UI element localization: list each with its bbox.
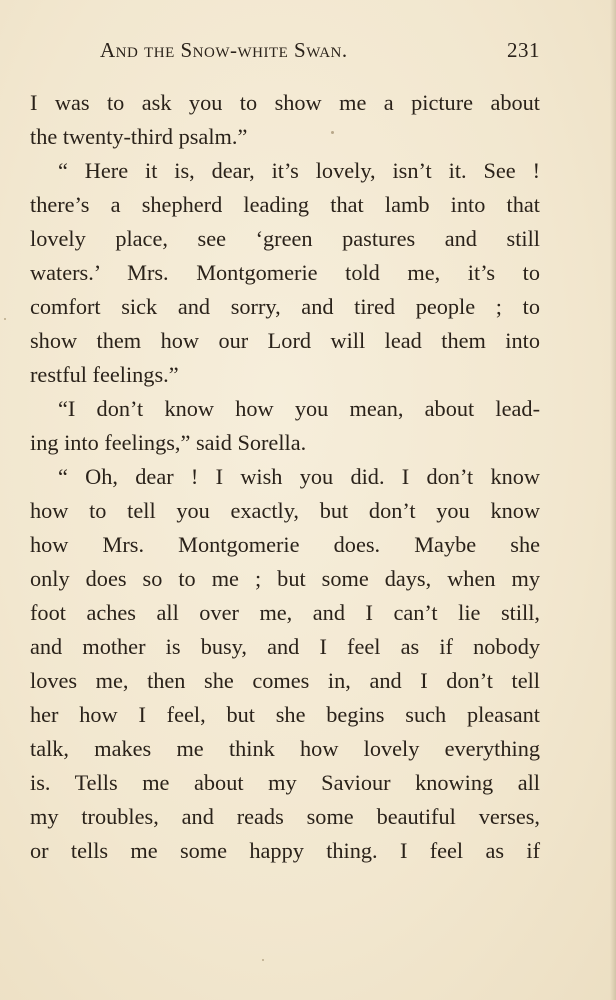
- text-line: foot aches all over me, and I can’t lie still,: [30, 600, 540, 625]
- text-line: there’s a shepherd leading that lamb into that: [30, 192, 540, 217]
- text-line: “ Oh, dear ! I wish you did. I don’t know: [58, 464, 540, 489]
- text-line: I was to ask you to show me a picture about: [30, 90, 540, 115]
- text-line: waters.’ Mrs. Montgomerie told me, it’s to: [30, 260, 540, 285]
- text-line: is. Tells me about my Saviour knowing all: [30, 770, 540, 795]
- page-edge-shadow: [610, 0, 616, 1000]
- text-line: the twenty-third psalm.”: [30, 124, 248, 149]
- text-line: or tells me some happy thing. I feel as if: [30, 838, 540, 863]
- text-line: my troubles, and reads some beautiful verses,: [30, 804, 540, 829]
- text-line: how to tell you exactly, but don’t you know: [30, 498, 540, 523]
- text-line: “ Here it is, dear, it’s lovely, isn’t it. See !: [58, 158, 540, 183]
- text-line: only does so to me ; but some days, when my: [30, 566, 540, 591]
- text-line: ing into feelings,” said Sorella.: [30, 430, 307, 455]
- page-number: 231: [507, 38, 540, 62]
- text-line: her how I feel, but she begins such pleasant: [30, 702, 540, 727]
- text-line: and mother is busy, and I feel as if nobody: [30, 634, 540, 659]
- paper-speck: [331, 131, 334, 134]
- text-line: lovely place, see ‘green pastures and still: [30, 226, 540, 251]
- running-header: [100, 38, 540, 68]
- body-text: [30, 86, 540, 868]
- paper-speck: [262, 959, 264, 961]
- text-line: restful feelings.”: [30, 362, 179, 387]
- text-line: show them how our Lord will lead them into: [30, 328, 540, 353]
- text-line: “I don’t know how you mean, about lead-: [58, 396, 540, 421]
- paper-speck: [4, 318, 6, 320]
- text-line: comfort sick and sorry, and tired people ; to: [30, 294, 540, 319]
- text-line: talk, makes me think how lovely everything: [30, 736, 540, 761]
- running-title: And the Snow-white Swan.: [100, 38, 348, 62]
- text-line: how Mrs. Montgomerie does. Maybe she: [30, 532, 540, 557]
- text-line: loves me, then she comes in, and I don’t tell: [30, 668, 540, 693]
